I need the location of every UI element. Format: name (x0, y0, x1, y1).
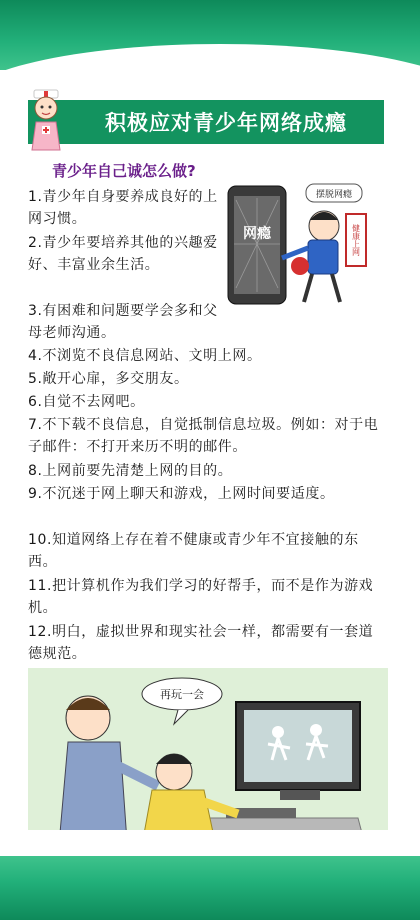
list-item: 9.不沉迷于网上聊天和游戏，上网时间要适度。 (28, 486, 335, 502)
nurse-mascot-icon (22, 88, 70, 152)
list-item: 5.敞开心扉，多交朋友。 (28, 371, 189, 387)
list-item: 10.知道网络上存在着不健康或青少年不宜接触的东西。 (28, 532, 359, 570)
bottom-green-band (0, 856, 420, 920)
bottom-illustration (28, 668, 388, 856)
list-item: 6.自觉不去网吧。 (28, 394, 145, 410)
book-text: 健康上网 (351, 224, 361, 256)
page-title: 积极应对青少年网络成瘾 (105, 111, 347, 135)
list-item: 1.青少年自身要养成良好的上网习惯。 (28, 189, 218, 227)
list-item: 11.把计算机作为我们学习的好帮手，而不是作为游戏机。 (28, 578, 374, 616)
top-bubble-text: 摆脱网瘾 (315, 190, 353, 200)
list-item: 12.明白，虚拟世界和现实社会一样，都需要有一套道德规范。 (28, 624, 374, 662)
list-item: 8.上网前要先清楚上网的目的。 (28, 463, 233, 479)
list-item: 2.青少年要培养其他的兴趣爱好、丰富业余生活。 (28, 235, 218, 273)
bottom-bubble-text: 再玩一会 (160, 688, 204, 701)
section-subtitle: 青少年自己诚怎么做? (52, 162, 196, 180)
list-item: 4.不浏览不良信息网站、文明上网。 (28, 348, 262, 364)
title-banner (28, 100, 384, 144)
list-item: 7.不下载不良信息，自觉抵制信息垃圾。例如：对于电子邮件：不打开来历不明的邮件。 (28, 417, 379, 455)
list-item: 3.有困难和问题要学会多和父母老师沟通。 (28, 303, 218, 341)
top-illustration (222, 178, 382, 318)
screen-text: 网瘾 (243, 226, 271, 242)
